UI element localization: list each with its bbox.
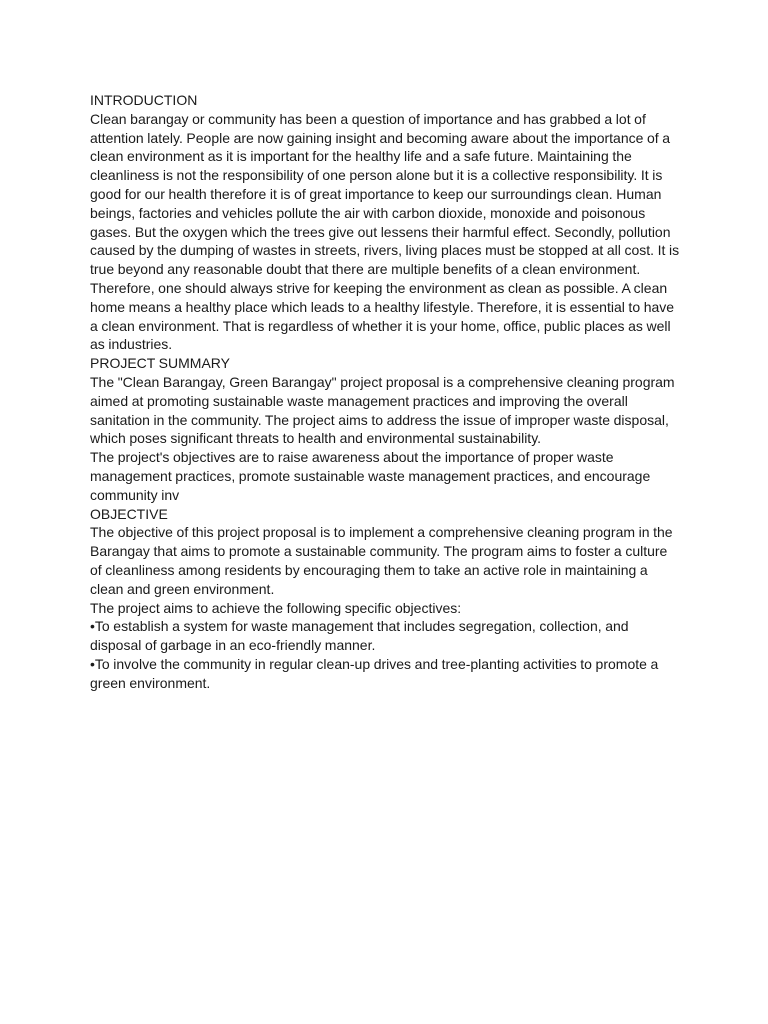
project-summary-paragraph-2: The project's objectives are to raise awareness about the importance of proper waste management practices, promote sustainable waste management practices, and encourage community inv bbox=[90, 449, 651, 503]
project-summary-heading: PROJECT SUMMARY bbox=[90, 355, 230, 372]
introduction-heading: INTRODUCTION bbox=[90, 92, 198, 108]
project-summary-paragraph-1: The "Clean Barangay, Green Barangay" project proposal is a comprehensive cleaning program aimed at promoting sustainable waste management practices and improving the overall sanitation in the community. The project aims to address the issue of improper waste disposal, which poses significant threats to health and environmental sustainability. bbox=[90, 373, 675, 447]
objective-paragraph-1: The objective of this project proposal is to implement a comprehensive cleaning program in the Barangay that aims to promote a sustainable community. The program aims to foster a culture of cleanliness among residents by encouraging them to take an active role in maintaining a clean and green environment. bbox=[90, 524, 673, 597]
objective-bullet-2: •To involve the community in regular clean-up drives and tree-planting activities to promote a green environment. bbox=[90, 655, 659, 691]
document-body bbox=[90, 91, 680, 693]
objective-heading: OBJECTIVE bbox=[90, 505, 168, 522]
objective-bullet-1: •To establish a system for waste management that includes segregation, collection, and disposal of garbage in an eco-friendly manner. bbox=[90, 618, 629, 654]
objective-paragraph-2: The project aims to achieve the following specific objectives: bbox=[90, 599, 462, 616]
introduction-paragraph: Clean barangay or community has been a question of importance and has grabbed a lot of attention lately. People are now gaining insight and becoming aware about the importance of a clean environment as it is important for the healthy life and a safe future. Maintaining the cleanliness is not the responsibility of one person alone but it is a collective responsibility. It is good for our health therefore it is of great importance to keep our surroundings clean. Human beings, factories and vehicles pollute the air with carbon dioxide, monoxide and poisonous gases. But the oxygen which the trees give out lessens their harmful effect. Secondly, pollution caused by the dumping of wastes in streets, rivers, living places must be stopped at all cost. It is true beyond any reasonable doubt that there are multiple benefits of a clean environment. Therefore, one should always strive for keeping the environment as clean as possible. A clean home means a healthy place which leads to a healthy lifestyle. Therefore, it is essential to have a clean environment. That is regardless of whether it is your home, office, public places as well as industries. bbox=[90, 110, 680, 353]
